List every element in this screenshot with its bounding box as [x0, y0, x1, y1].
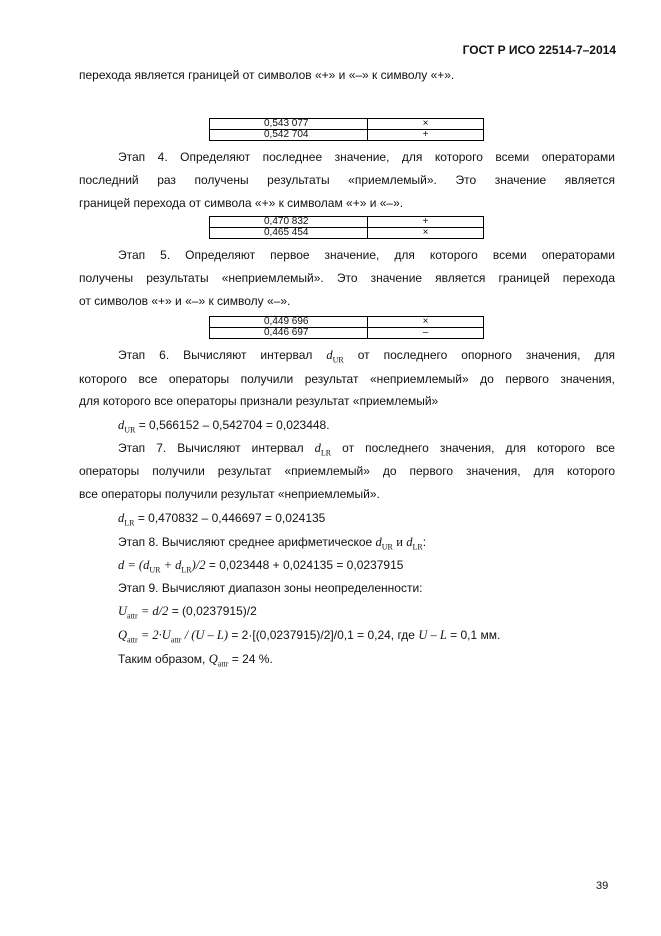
step8-formula	[118, 558, 615, 575]
conclusion-line	[118, 652, 615, 669]
step4-line2: последний раз получены результаты «приемлемый». Это значение является	[79, 173, 615, 187]
d-lr-symbol: $d_{LR}$	[406, 535, 423, 552]
step6-text-post: от последнего опорного значения, для	[357, 348, 615, 362]
step5-line3: от символов «+» и «–» к символу «–».	[79, 294, 291, 308]
d-ur-symbol: $d_{UR}$	[375, 535, 393, 552]
step7-text-pre: Этап 7. Вычисляют интервал	[118, 441, 304, 455]
step7-formula-value: = 0,470832 – 0,446697 = 0,024135	[137, 511, 326, 525]
table-cell-result: +	[368, 130, 484, 141]
step9-formula-u-value: = (0,0237915)/2	[171, 604, 257, 618]
step9-formula-q	[118, 628, 615, 645]
step7-formula	[118, 511, 615, 528]
document-id-header: ГОСТ Р ИСО 22514-7–2014	[462, 43, 616, 57]
step6-line1	[118, 348, 615, 365]
d-ur-symbol: $d_{UR}$	[326, 348, 344, 365]
step9-formula-u	[118, 604, 615, 621]
step6-line2: которого все операторы получили результат «неприемлемый» до первого значения,	[79, 372, 615, 386]
table-cell-result: ×	[368, 119, 484, 130]
table-cell-value: 0,446 697	[210, 328, 368, 339]
intro-text: перехода является границей от символов «+» и «–» к символу «+».	[79, 68, 455, 82]
table-row	[210, 228, 484, 239]
d-lr-symbol: $d_{LR}$	[314, 441, 332, 458]
table-row	[210, 328, 484, 339]
u-minus-l-expression: U – L	[418, 628, 447, 642]
mean-formula: $d = (d_{UR} + d_{LR})/2$	[118, 558, 206, 575]
step6-line3: для которого все операторы признали результат «приемлемый»	[79, 394, 439, 408]
step9-formula-q-tail: = 0,1 мм.	[450, 628, 501, 642]
table-row	[210, 217, 484, 228]
conclusion-pre: Таким образом,	[118, 652, 206, 666]
step6-formula	[118, 418, 615, 435]
table-row	[210, 130, 484, 141]
table-cell-result: ×	[368, 228, 484, 239]
and-word: и	[396, 535, 403, 549]
table-cell-value: 0,470 832	[210, 217, 368, 228]
step7-text-post: от последнего значения, для которого все	[342, 441, 615, 455]
value-table-2	[209, 216, 484, 239]
step7-line2: операторы получили результат «приемлемый» до первого значения, для которого	[79, 464, 615, 478]
u-attr-symbol: $U_{attr} = d/2$	[118, 604, 169, 621]
page-number: 39	[596, 880, 609, 892]
step6-formula-value: = 0,566152 – 0,542704 = 0,023448.	[138, 418, 330, 432]
table-cell-value: 0,449 696	[210, 317, 368, 328]
step9-line: Этап 9. Вычисляют диапазон зоны неопределенности:	[118, 581, 423, 595]
step7-line1	[118, 441, 615, 458]
table-cell-value: 0,465 454	[210, 228, 368, 239]
step8-formula-result: = 0,023448 + 0,024135 = 0,0237915	[208, 558, 404, 572]
q-attr-expression: $Q_{attr} = 2\cdot U_{attr} / (U - L)$	[118, 628, 228, 645]
table-cell-result: ×	[368, 317, 484, 328]
step7-line3: все операторы получили результат «неприемлемый».	[79, 487, 380, 501]
step4-line1: Этап 4. Определяют последнее значение, для которого всеми операторами	[118, 150, 615, 164]
d-lr-symbol: $d_{LR}$	[118, 511, 135, 528]
step8-line: Этап 8. Вычисляют среднее арифметическое $d_{UR}$ и $d_{LR}$:	[118, 535, 427, 552]
q-attr-symbol: $Q_{attr}$	[208, 652, 229, 669]
step9-formula-q-value: = 2·[(0,0237915)/2]/0,1 = 0,24, где	[231, 628, 415, 642]
value-table-3	[209, 316, 484, 339]
table-row	[210, 317, 484, 328]
step5-line1: Этап 5. Определяют первое значение, для которого всеми операторами	[118, 248, 615, 262]
d-ur-symbol: $d_{UR}$	[118, 418, 136, 435]
step8-text: Этап 8. Вычисляют среднее арифметическое	[118, 535, 373, 549]
step4-line3: границей перехода от символа «+» к символам «+» и «–».	[79, 196, 404, 210]
table-cell-result: +	[368, 217, 484, 228]
table-cell-value: 0,543 077	[210, 119, 368, 130]
step6-text-pre: Этап 6. Вычисляют интервал	[118, 348, 313, 362]
conclusion-post: = 24 %.	[231, 652, 273, 666]
table-cell-result: –	[368, 328, 484, 339]
step5-line2: получены результаты «неприемлемый». Это значение является границей перехода	[79, 271, 615, 285]
table-cell-value: 0,542 704	[210, 130, 368, 141]
value-table-1	[209, 118, 484, 141]
table-row	[210, 119, 484, 130]
